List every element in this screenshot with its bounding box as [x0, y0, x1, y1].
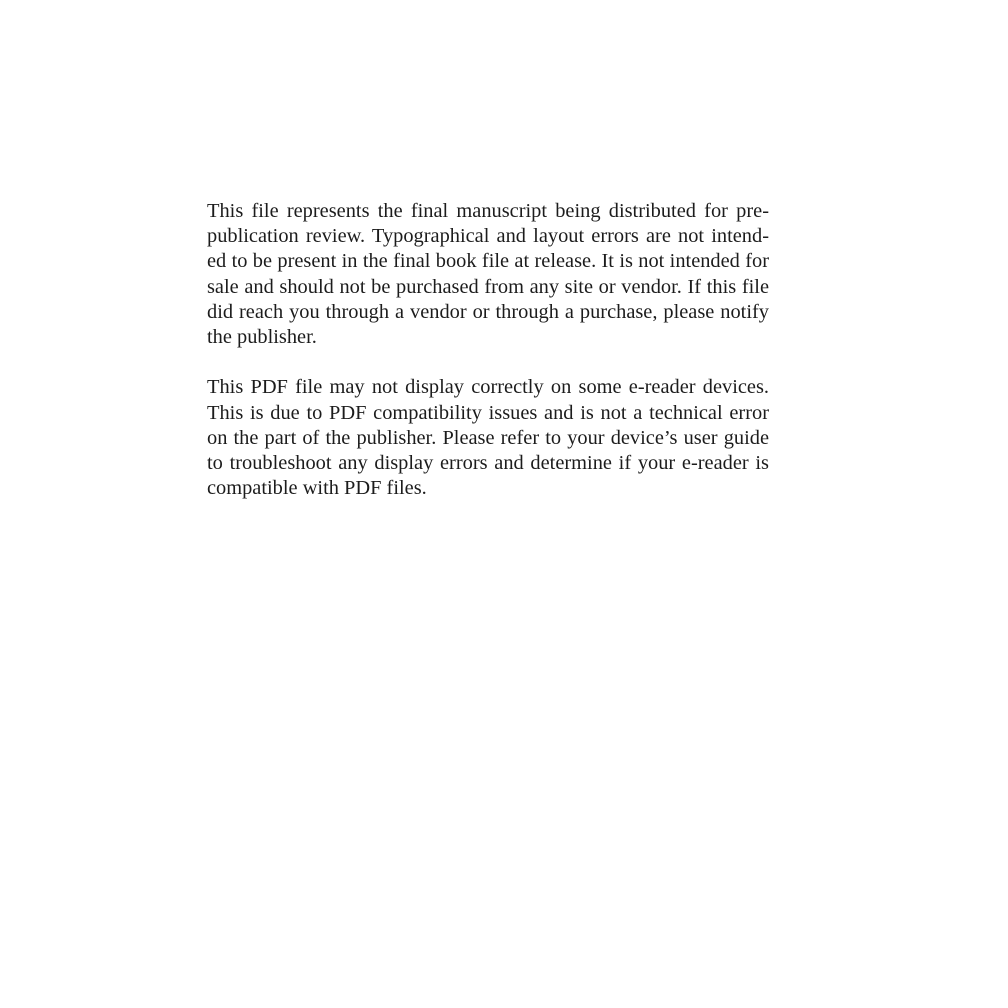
text-line: publication review. Typographical and layout errors are not intend- — [207, 225, 769, 248]
text-line: on the part of the publisher. Please refer to your device’s user guide — [207, 426, 769, 449]
text-line: This PDF file may not display correctly on some e-reader devices. — [207, 376, 769, 399]
text-line: ed to be present in the final book file at release. It is not intended for — [207, 250, 769, 273]
text-line: to troubleshoot any display errors and determine if your e-reader is — [207, 452, 769, 475]
text-line: sale and should not be purchased from any site or vendor. If this file — [207, 275, 769, 298]
text-line: did reach you through a vendor or through a purchase, please notify — [207, 300, 769, 323]
text-line: compatible with PDF files. — [207, 477, 427, 500]
notice-text-block — [207, 199, 769, 501]
text-line: This file represents the final manuscript being distributed for pre- — [207, 200, 769, 222]
text-line: the publisher. — [207, 326, 317, 349]
pdf-compatibility-paragraph — [207, 375, 769, 501]
text-line: This is due to PDF compatibility issues and is not a technical error — [207, 401, 769, 424]
prepublication-notice-paragraph — [207, 199, 769, 350]
